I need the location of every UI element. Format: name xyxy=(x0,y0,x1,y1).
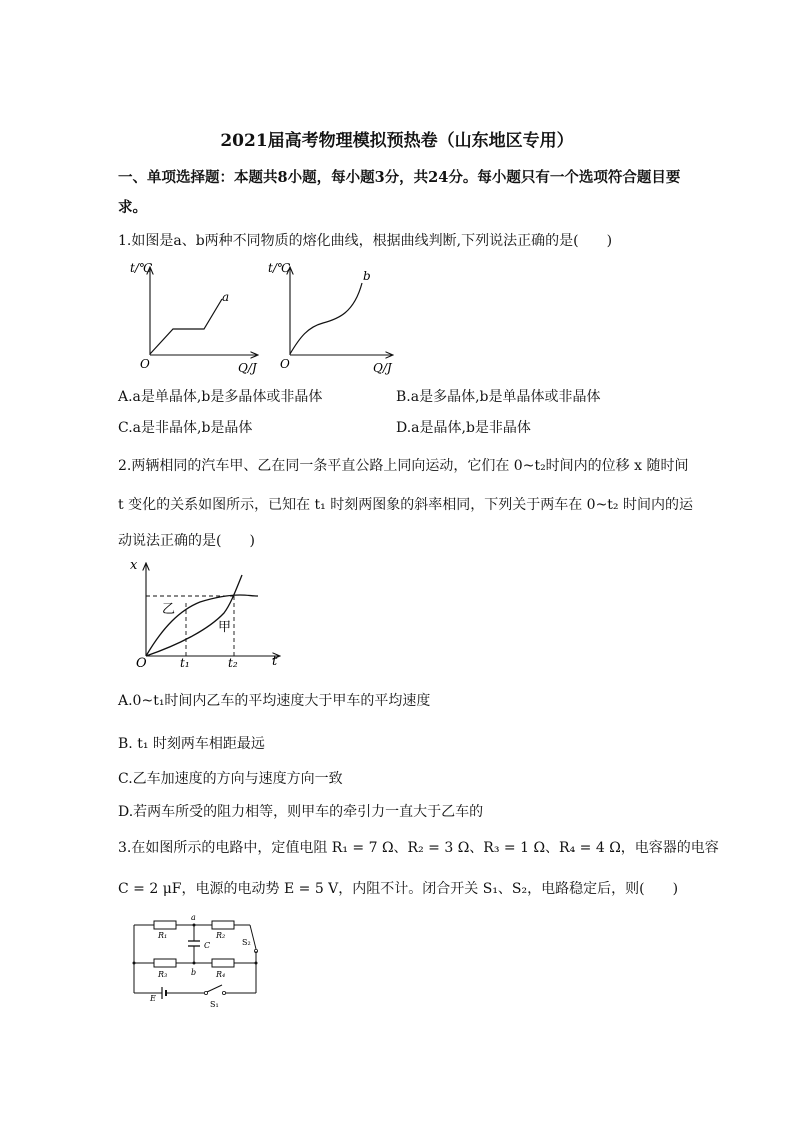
q1-option-b[interactable]: B.a是多晶体,b是单晶体或非晶体 xyxy=(396,389,601,405)
q2-yi-label: 乙 xyxy=(162,602,176,617)
resistor-r1 xyxy=(154,921,176,929)
resistor-r2 xyxy=(212,921,234,929)
q1a-curve xyxy=(150,299,222,354)
label-c: C xyxy=(204,941,211,950)
q1b-xlabel: Q/J xyxy=(373,361,392,375)
q1a-ylabel: t/℃ xyxy=(130,261,153,275)
switch-s2 xyxy=(250,925,256,949)
q1b-origin: O xyxy=(280,357,290,371)
q1-option-c[interactable]: C.a是非晶体,b是晶体 xyxy=(118,420,253,436)
label-r3: R₃ xyxy=(158,970,168,979)
q1-stem: 1.如图是a、b两种不同物质的熔化曲线，根据曲线判断,下列说法正确的是( ) xyxy=(118,233,613,249)
q2-option-d[interactable]: D.若两车所受的阻力相等，则甲车的牵引力一直大于乙车的 xyxy=(118,804,484,820)
label-r4: R₄ xyxy=(216,970,226,979)
q1-graph-b xyxy=(268,261,393,375)
q2-stem-line1: 2.两辆相同的汽车甲、乙在同一条平直公路上同向运动，它们在 0~t₂时间内的位移 x 随时间 xyxy=(118,458,689,474)
label-s2: S₂ xyxy=(242,938,251,947)
q3-stem-line1: 3.在如图所示的电路中，定值电阻 R₁ = 7 Ω、R₂ = 3 Ω、R₃ = 1 Ω、R₄ = 4 Ω，电容器的电容 xyxy=(118,840,719,856)
q2-t2-label: t₂ xyxy=(228,656,238,670)
q1-option-a[interactable]: A.a是单晶体,b是多晶体或非晶体 xyxy=(118,389,323,405)
label-b: b xyxy=(191,968,197,977)
q1a-xlabel: Q/J xyxy=(238,361,257,375)
q1a-curve-label: a xyxy=(222,290,230,304)
section-heading-line1: 一、单项选择题：本题共8小题，每小题3分，共24分。每小题只有一个选项符合题目要 xyxy=(118,169,681,186)
switch-s1 xyxy=(207,985,222,992)
q1b-ylabel: t/℃ xyxy=(268,261,291,275)
page-title: 2021届高考物理模拟预热卷（山东地区专用） xyxy=(220,131,574,151)
resistor-r4 xyxy=(212,959,234,967)
q2-jia-label: 甲 xyxy=(218,620,232,635)
resistor-r3 xyxy=(154,959,176,967)
label-e: E xyxy=(150,994,156,1003)
label-r1: R₁ xyxy=(158,931,168,940)
q1-graph-a xyxy=(130,261,258,375)
label-a: a xyxy=(191,913,196,922)
q2-stem-line2: t 变化的关系如图所示，已知在 t₁ 时刻两图象的斜率相同，下列关于两车在 0~t₂ 时间内的运 xyxy=(118,497,693,513)
q2-stem-line3: 动说法正确的是( ) xyxy=(118,533,255,549)
label-r2: R₂ xyxy=(216,931,226,940)
q2-option-c[interactable]: C.乙车加速度的方向与速度方向一致 xyxy=(118,771,343,787)
q1a-origin: O xyxy=(140,357,150,371)
q2-xlabel: t xyxy=(272,654,278,669)
q2-figure xyxy=(118,555,293,675)
q2-ylabel: x xyxy=(130,558,138,573)
q2-option-a[interactable]: A.0~t₁时间内乙车的平均速度大于甲车的平均速度 xyxy=(118,693,431,709)
q1-figure xyxy=(118,255,408,380)
q2-t1-label: t₁ xyxy=(180,656,190,670)
q2-option-b[interactable]: B. t₁ 时刻两车相距最远 xyxy=(118,736,265,752)
q2-curve-jia xyxy=(146,575,242,656)
q1b-curve-label: b xyxy=(363,269,371,283)
q2-origin: O xyxy=(136,656,147,671)
q3-stem-line2: C = 2 μF，电源的电动势 E = 5 V，内阻不计。闭合开关 S₁、S₂，电路稳定后，则( ) xyxy=(118,881,679,897)
q1-option-d[interactable]: D.a是晶体,b是非晶体 xyxy=(396,420,531,436)
section-heading-line2: 求。 xyxy=(118,199,147,216)
q3-circuit xyxy=(118,905,278,1015)
label-s1: S₁ xyxy=(210,1000,219,1009)
q1b-curve xyxy=(290,283,362,354)
